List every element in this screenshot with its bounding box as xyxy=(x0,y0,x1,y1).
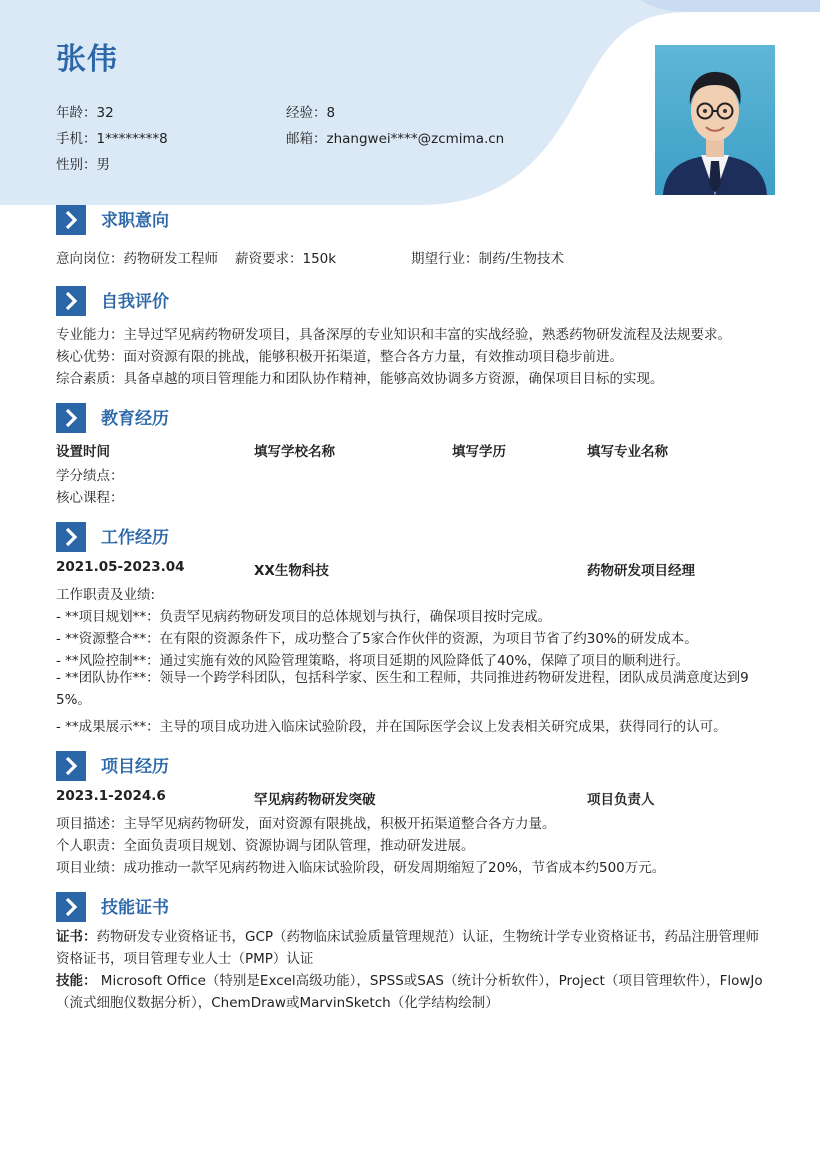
skills-certificates xyxy=(56,926,766,970)
section-title: 工作经历 xyxy=(101,528,169,548)
section-title: 技能证书 xyxy=(101,898,169,918)
chevron-right-icon xyxy=(56,892,86,922)
work-time: 2021.05-2023.04 xyxy=(56,559,185,575)
project-duty: 个人职责：全面负责项目规划、资源协调与团队管理，推动研发进展。 xyxy=(56,838,475,854)
work-item: - **项目规划**：负责罕见病药物研发项目的总体规划与执行，确保项目按时完成。 xyxy=(56,609,552,625)
skill-text: Microsoft Office（特别是Excel高级功能），SPSS或SAS（统计分析软件），Project（项目管理软件），FlowJo（流式细胞仪数据分析），ChemDraw或MarvinSketch（化学结构绘制） xyxy=(56,973,763,1011)
candidate-name: 张伟 xyxy=(56,42,118,77)
education-degree: 填写学历 xyxy=(452,444,506,460)
chevron-right-icon xyxy=(56,205,86,235)
work-item: - **资源整合**：在有限的资源条件下，成功整合了5家合作伙伴的资源，为项目节省了约30%的研发成本。 xyxy=(56,631,698,647)
project-role: 项目负责人 xyxy=(587,792,655,808)
phone-field: 手机：1********8 xyxy=(56,131,168,147)
education-school: 填写学校名称 xyxy=(254,444,335,460)
intent-position: 意向岗位：药物研发工程师 xyxy=(56,251,218,267)
section-title: 自我评价 xyxy=(101,292,169,312)
profile-photo xyxy=(655,45,775,195)
cert-label: 证书： xyxy=(56,929,97,945)
skill-label: 技能： xyxy=(56,973,97,989)
cert-text: 药物研发专业资格证书，GCP（药物临床试验质量管理规范）认证，生物统计学专业资格证书，药品注册管理师资格证书，项目管理专业人士（PMP）认证 xyxy=(56,929,760,967)
chevron-right-icon xyxy=(56,403,86,433)
education-major: 填写专业名称 xyxy=(587,444,668,460)
section-title: 求职意向 xyxy=(101,211,169,231)
work-item: - **成果展示**：主导的项目成功进入临床试验阶段，并在国际医学会议上发表相关研究成果，获得同行的认可。 xyxy=(56,719,727,735)
email-field: 邮箱：zhangwei****@zcmima.cn xyxy=(286,131,505,147)
work-item: - **风险控制**：通过实施有效的风险管理策略，将项目延期的风险降低了40%，保障了项目的顺利进行。 xyxy=(56,653,690,669)
project-name: 罕见病药物研发突破 xyxy=(254,792,376,808)
project-time: 2023.1-2024.6 xyxy=(56,788,166,804)
gender-field: 性别：男 xyxy=(56,157,110,173)
chevron-right-icon xyxy=(56,751,86,781)
skills-tools xyxy=(56,970,766,1014)
self-eval-line: 核心优势：面对资源有限的挑战，能够积极开拓渠道，整合各方力量，有效推动项目稳步前进。 xyxy=(56,349,623,365)
project-result: 项目业绩：成功推动一款罕见病药物进入临床试验阶段，研发周期缩短了20%，节省成本约500万元。 xyxy=(56,860,666,876)
work-heading: 工作职责及业绩: xyxy=(56,587,156,603)
experience-field: 经验：8 xyxy=(286,105,336,121)
work-role: 药物研发项目经理 xyxy=(587,563,695,579)
self-eval-line: 综合素质：具备卓越的项目管理能力和团队协作精神，能够高效协调多方资源，确保项目目标的实现。 xyxy=(56,371,664,387)
chevron-right-icon xyxy=(56,286,86,316)
intent-industry: 期望行业：制药/生物技术 xyxy=(411,251,565,267)
project-desc: 项目描述：主导罕见病药物研发，面对资源有限挑战，积极开拓渠道整合各方力量。 xyxy=(56,816,556,832)
chevron-right-icon xyxy=(56,522,86,552)
education-courses: 核心课程： xyxy=(56,490,124,506)
education-time: 设置时间 xyxy=(56,444,110,460)
work-company: XX生物科技 xyxy=(254,563,329,579)
education-gpa: 学分绩点： xyxy=(56,468,124,484)
age-field: 年龄：32 xyxy=(56,105,114,121)
self-eval-line: 专业能力：主导过罕见病药物研发项目，具备深厚的专业知识和丰富的实战经验，熟悉药物研发流程及法规要求。 xyxy=(56,327,731,343)
intent-salary: 薪资要求：150k xyxy=(235,251,337,267)
section-title: 项目经历 xyxy=(101,757,169,777)
section-title: 教育经历 xyxy=(101,409,169,429)
work-item: - **团队协作**：领导一个跨学科团队，包括科学家、医生和工程师，共同推进药物研发进程，团队成员满意度达到95%。 xyxy=(56,670,749,708)
